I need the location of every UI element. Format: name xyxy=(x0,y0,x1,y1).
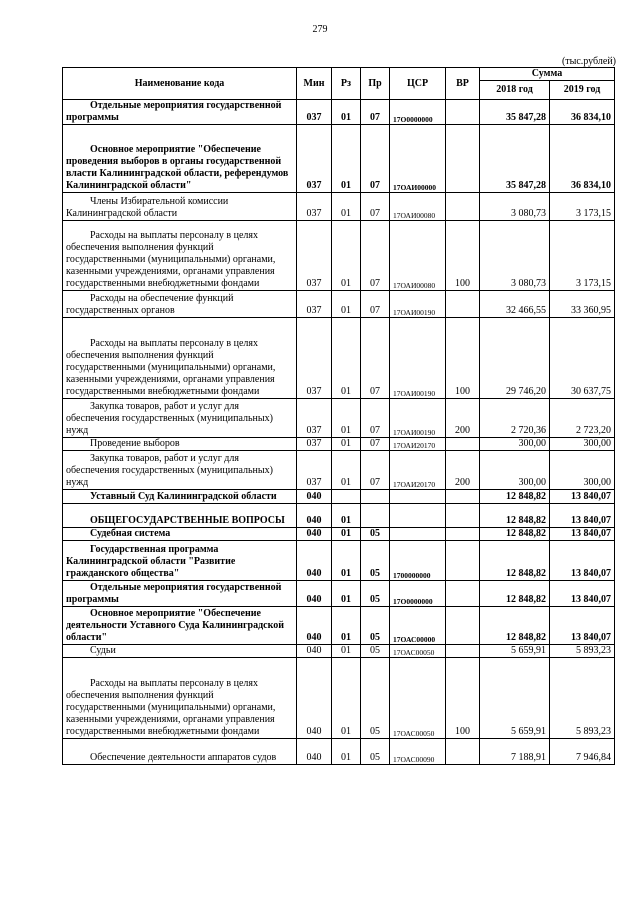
row-pr xyxy=(361,504,390,528)
row-name: Уставный Суд Калининградской области xyxy=(63,490,297,504)
header-2019: 2019 год xyxy=(550,81,615,100)
row-min: 037 xyxy=(297,438,332,451)
row-value-2019: 2 723,20 xyxy=(550,399,615,438)
row-vr: 100 xyxy=(446,221,480,291)
row-value-2018: 35 847,28 xyxy=(480,100,550,125)
table-row xyxy=(63,739,615,765)
row-value-2019: 13 840,07 xyxy=(550,541,615,581)
row-value-2018: 12 848,82 xyxy=(480,607,550,645)
row-min: 040 xyxy=(297,739,332,765)
row-value-2018: 35 847,28 xyxy=(480,125,550,193)
row-rz: 01 xyxy=(332,504,361,528)
row-value-2019: 5 893,23 xyxy=(550,658,615,739)
row-csr: 17ОАС00000 xyxy=(390,607,446,645)
row-csr xyxy=(390,528,446,541)
row-min: 040 xyxy=(297,658,332,739)
row-pr: 07 xyxy=(361,291,390,318)
table-row xyxy=(63,318,615,399)
table-row xyxy=(63,490,615,504)
row-value-2018: 12 848,82 xyxy=(480,581,550,607)
row-vr: 200 xyxy=(446,451,480,490)
row-rz: 01 xyxy=(332,541,361,581)
row-vr xyxy=(446,645,480,658)
row-pr: 07 xyxy=(361,193,390,221)
row-csr: 17ОАИ00190 xyxy=(390,399,446,438)
header-csr: ЦСР xyxy=(390,68,446,100)
row-csr: 17ОАС00050 xyxy=(390,658,446,739)
row-min: 037 xyxy=(297,291,332,318)
row-value-2018: 12 848,82 xyxy=(480,490,550,504)
row-csr xyxy=(390,504,446,528)
row-value-2019: 7 946,84 xyxy=(550,739,615,765)
row-pr: 07 xyxy=(361,399,390,438)
row-value-2019: 33 360,95 xyxy=(550,291,615,318)
table-row xyxy=(63,607,615,645)
row-name: Отдельные мероприятия государственной программы xyxy=(63,100,297,125)
table-row xyxy=(63,528,615,541)
row-rz: 01 xyxy=(332,438,361,451)
table-row xyxy=(63,504,615,528)
row-pr: 05 xyxy=(361,658,390,739)
row-min: 040 xyxy=(297,607,332,645)
budget-table xyxy=(62,67,615,765)
row-min: 037 xyxy=(297,125,332,193)
row-value-2019: 36 834,10 xyxy=(550,125,615,193)
row-value-2019: 30 637,75 xyxy=(550,318,615,399)
row-name: Отдельные мероприятия государственной программы xyxy=(63,581,297,607)
row-min: 040 xyxy=(297,490,332,504)
row-rz: 01 xyxy=(332,193,361,221)
row-vr: 100 xyxy=(446,658,480,739)
row-pr: 07 xyxy=(361,221,390,291)
row-vr xyxy=(446,607,480,645)
row-vr xyxy=(446,541,480,581)
row-csr: 17ОАИ00080 xyxy=(390,221,446,291)
row-csr: 17ОАС00090 xyxy=(390,739,446,765)
table-row xyxy=(63,399,615,438)
row-pr: 05 xyxy=(361,739,390,765)
row-csr: 17ОАИ00190 xyxy=(390,291,446,318)
table-row xyxy=(63,541,615,581)
row-min: 040 xyxy=(297,541,332,581)
header-name: Наименование кода xyxy=(63,68,297,100)
row-vr xyxy=(446,504,480,528)
row-name: Члены Избирательной комиссии Калининградской области xyxy=(63,193,297,221)
row-pr: 07 xyxy=(361,100,390,125)
row-name: Проведение выборов xyxy=(63,438,297,451)
row-vr xyxy=(446,739,480,765)
row-csr: 17ОАИ00000 xyxy=(390,125,446,193)
row-pr: 05 xyxy=(361,607,390,645)
row-pr xyxy=(361,490,390,504)
row-vr xyxy=(446,581,480,607)
row-name: Закупка товаров, работ и услуг для обеспечения государственных (муниципальных) нужд xyxy=(63,451,297,490)
page-number: 279 xyxy=(312,24,328,35)
row-csr: 17ОАИ00080 xyxy=(390,193,446,221)
header-2018: 2018 год xyxy=(480,81,550,100)
row-value-2018: 5 659,91 xyxy=(480,645,550,658)
row-value-2019: 13 840,07 xyxy=(550,528,615,541)
table-row xyxy=(63,451,615,490)
header-min: Мин xyxy=(297,68,332,100)
header-rz: Рз xyxy=(332,68,361,100)
row-rz: 01 xyxy=(332,125,361,193)
row-pr: 05 xyxy=(361,645,390,658)
table-row xyxy=(63,581,615,607)
row-name: Судьи xyxy=(63,645,297,658)
row-pr: 05 xyxy=(361,541,390,581)
row-value-2018: 12 848,82 xyxy=(480,504,550,528)
row-pr: 07 xyxy=(361,125,390,193)
row-name: Основное мероприятие "Обеспечение проведения выборов в органы государственной власти Калининградской области, референдумов Калининградской области" xyxy=(63,125,297,193)
row-name: Основное мероприятие "Обеспечение деятельности Уставного Суда Калининградской области" xyxy=(63,607,297,645)
row-name: Расходы на выплаты персоналу в целях обеспечения выполнения функций государственными (муниципальными) органами, казенными учреждениями, органами управления государственными внебюджетными фондами xyxy=(63,221,297,291)
row-value-2018: 3 080,73 xyxy=(480,221,550,291)
table-row xyxy=(63,658,615,739)
header-sum: Сумма xyxy=(480,68,615,81)
row-vr xyxy=(446,193,480,221)
row-rz: 01 xyxy=(332,291,361,318)
row-vr xyxy=(446,291,480,318)
row-value-2018: 12 848,82 xyxy=(480,528,550,541)
row-value-2019: 300,00 xyxy=(550,438,615,451)
row-vr xyxy=(446,438,480,451)
row-value-2018: 5 659,91 xyxy=(480,658,550,739)
row-value-2019: 300,00 xyxy=(550,451,615,490)
row-value-2018: 300,00 xyxy=(480,451,550,490)
row-rz: 01 xyxy=(332,100,361,125)
row-csr: 17О0000000 xyxy=(390,100,446,125)
table-row xyxy=(63,100,615,125)
row-name: Обеспечение деятельности аппаратов судов xyxy=(63,739,297,765)
row-csr: 17ОАИ20170 xyxy=(390,451,446,490)
row-csr: 1700000000 xyxy=(390,541,446,581)
row-vr xyxy=(446,528,480,541)
row-value-2018: 12 848,82 xyxy=(480,541,550,581)
header-pr: Пр xyxy=(361,68,390,100)
row-pr: 07 xyxy=(361,451,390,490)
row-csr: 17О0000000 xyxy=(390,581,446,607)
row-name: Закупка товаров, работ и услуг для обеспечения государственных (муниципальных) нужд xyxy=(63,399,297,438)
row-pr: 07 xyxy=(361,318,390,399)
row-rz: 01 xyxy=(332,645,361,658)
row-value-2018: 7 188,91 xyxy=(480,739,550,765)
row-min: 037 xyxy=(297,193,332,221)
row-rz: 01 xyxy=(332,658,361,739)
row-pr: 05 xyxy=(361,528,390,541)
row-min: 037 xyxy=(297,451,332,490)
row-min: 037 xyxy=(297,399,332,438)
row-min: 040 xyxy=(297,504,332,528)
table-row xyxy=(63,193,615,221)
row-vr xyxy=(446,100,480,125)
row-min: 037 xyxy=(297,221,332,291)
row-csr: 17ОАИ00190 xyxy=(390,318,446,399)
row-vr xyxy=(446,125,480,193)
table-row xyxy=(63,645,615,658)
row-min: 037 xyxy=(297,100,332,125)
row-name: Расходы на обеспечение функций государственных органов xyxy=(63,291,297,318)
row-name: Расходы на выплаты персоналу в целях обеспечения выполнения функций государственными (муниципальными) органами, казенными учреждениями, органами управления государственными внебюджетными фондами xyxy=(63,318,297,399)
row-vr: 100 xyxy=(446,318,480,399)
row-value-2019: 13 840,07 xyxy=(550,607,615,645)
row-rz: 01 xyxy=(332,399,361,438)
row-vr xyxy=(446,490,480,504)
row-name: Судебная система xyxy=(63,528,297,541)
row-rz: 01 xyxy=(332,318,361,399)
row-csr xyxy=(390,490,446,504)
row-min: 040 xyxy=(297,528,332,541)
row-value-2018: 29 746,20 xyxy=(480,318,550,399)
row-value-2019: 13 840,07 xyxy=(550,581,615,607)
row-value-2018: 32 466,55 xyxy=(480,291,550,318)
units-note: (тыс.рублей) xyxy=(561,56,616,67)
table-row xyxy=(63,125,615,193)
row-rz xyxy=(332,490,361,504)
header-vr: ВР xyxy=(446,68,480,100)
row-name: Расходы на выплаты персоналу в целях обеспечения выполнения функций государственными (муниципальными) органами, казенными учреждениями, органами управления государственными внебюджетными фондами xyxy=(63,658,297,739)
row-value-2018: 3 080,73 xyxy=(480,193,550,221)
table-row xyxy=(63,291,615,318)
row-rz: 01 xyxy=(332,607,361,645)
row-rz: 01 xyxy=(332,451,361,490)
row-rz: 01 xyxy=(332,739,361,765)
row-rz: 01 xyxy=(332,528,361,541)
row-value-2019: 3 173,15 xyxy=(550,221,615,291)
row-pr: 05 xyxy=(361,581,390,607)
row-vr: 200 xyxy=(446,399,480,438)
row-value-2019: 13 840,07 xyxy=(550,504,615,528)
row-value-2019: 5 893,23 xyxy=(550,645,615,658)
row-csr: 17ОАС00050 xyxy=(390,645,446,658)
row-csr: 17ОАИ20170 xyxy=(390,438,446,451)
row-min: 037 xyxy=(297,318,332,399)
row-value-2019: 36 834,10 xyxy=(550,100,615,125)
row-rz: 01 xyxy=(332,581,361,607)
row-value-2018: 300,00 xyxy=(480,438,550,451)
row-pr: 07 xyxy=(361,438,390,451)
table-row xyxy=(63,438,615,451)
row-value-2019: 3 173,15 xyxy=(550,193,615,221)
row-min: 040 xyxy=(297,581,332,607)
row-rz: 01 xyxy=(332,221,361,291)
row-name: Государственная программа Калининградской области "Развитие гражданского общества" xyxy=(63,541,297,581)
row-value-2019: 13 840,07 xyxy=(550,490,615,504)
row-min: 040 xyxy=(297,645,332,658)
row-value-2018: 2 720,36 xyxy=(480,399,550,438)
table-row xyxy=(63,221,615,291)
row-name: ОБЩЕГОСУДАРСТВЕННЫЕ ВОПРОСЫ xyxy=(63,504,297,528)
